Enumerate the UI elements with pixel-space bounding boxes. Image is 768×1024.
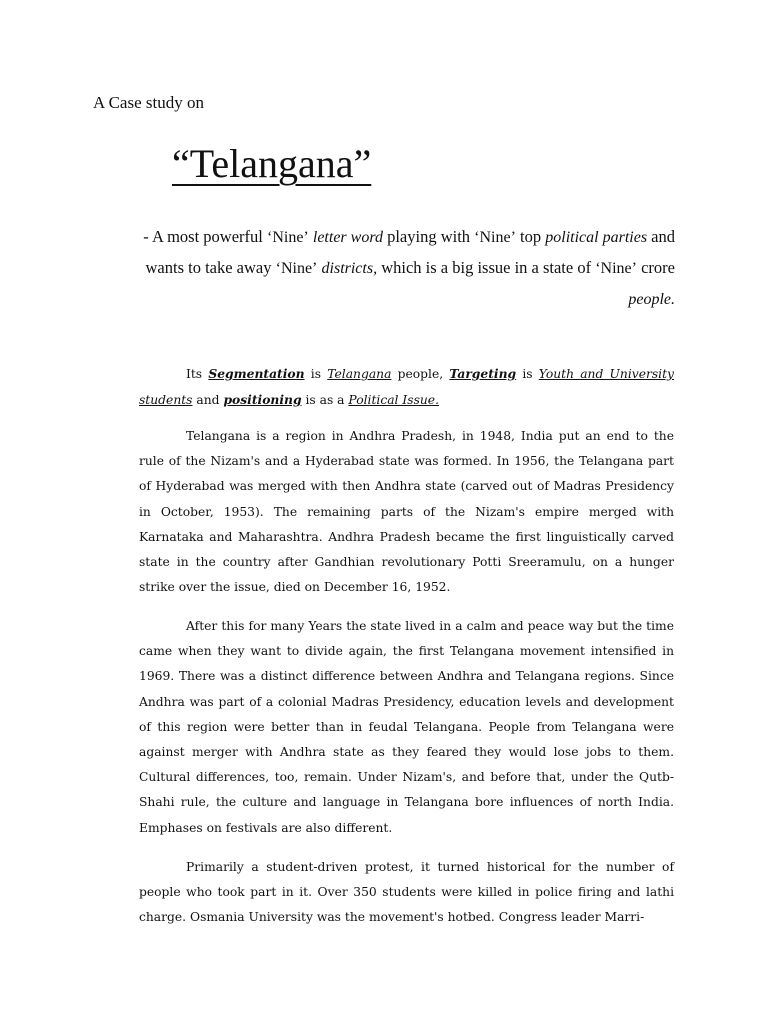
paragraph-text: is <box>516 367 539 381</box>
positioning-term: positioning <box>223 392 302 408</box>
paragraph-text: Its <box>186 367 209 381</box>
tagline-text: crore <box>636 258 675 277</box>
paragraph-history: Telangana is a region in Andhra Pradesh, in 1948, India put an end to the rule of the Nizam's and a Hyderabad state was formed. In 1956, the Telangana part of Hyderabad was merged with then Andhra state (carved out of Madras Presidency in October, 1953). The remaining parts of the Nizam's empire merged with Karnataka and Maharashtra. Andhra Pradesh became the first linguistically carved state in the country after Gandhian revolutionary Potti Sreeramulu, on a hunger strike over the issue, died on December 16, 1952. <box>139 429 674 595</box>
tagline-political-parties: political parties <box>545 229 648 246</box>
youth-term: Youth and University students <box>139 367 675 408</box>
tagline <box>138 222 675 315</box>
tagline-nine: ‘Nine’ <box>275 260 318 277</box>
tagline-text: playing with <box>382 227 475 246</box>
tagline-districts: districts, <box>321 260 378 277</box>
tagline-nine: ‘Nine’ <box>474 229 516 246</box>
tagline-nine: ‘Nine’ <box>266 229 309 246</box>
targeting-term: Targeting <box>449 366 517 381</box>
paragraph-segmentation <box>139 361 674 413</box>
tagline-people: people. <box>628 291 675 308</box>
tagline-nine: ‘Nine’ <box>595 260 637 277</box>
tagline-letter-word: letter word <box>312 229 383 246</box>
segmentation-term: Segmentation <box>208 366 305 381</box>
tagline-text: top <box>515 227 546 246</box>
paragraph-text: people, <box>391 367 450 381</box>
paragraph-movement: After this for many Years the state lived in a calm and peace way but the time came when they want to divide again, the first Telangana movement intensified in 1969. There was a distinct difference between Andhra and Telangana regions. Since Andhra was part of a colonial Madras Presidency, education levels and development of this region were better than in feudal Telangana. People from Telangana were against merger with Andhra state as they feared they would lose jobs to them. Cultural differences, too, remain. Under Nizam's, and before that, under the Qutb-Shahi rule, the culture and language in Telangana bore influences of north India. Emphases on festivals are also different. <box>139 619 674 835</box>
political-issue-term: Political Issue. <box>348 393 439 408</box>
telangana-term: Telangana <box>327 367 392 381</box>
tagline-text: and wants to take away <box>145 227 675 277</box>
tagline-text: - A most powerful <box>143 227 267 246</box>
paragraph-text: is as a <box>301 393 349 408</box>
case-study-heading: A Case study on <box>93 93 204 112</box>
paragraph-text: is <box>304 367 328 381</box>
tagline-text: which is a big issue in a state of <box>377 258 596 277</box>
document-title: “Telangana” <box>172 141 372 186</box>
paragraph-text: and <box>192 393 224 408</box>
paragraph-protest: Primarily a student-driven protest, it turned historical for the number of people who took part in it. Over 350 students were killed in police firing and lathi charge. Osmania University was the movement's hotbed. Congress leader Marri- <box>139 860 674 925</box>
